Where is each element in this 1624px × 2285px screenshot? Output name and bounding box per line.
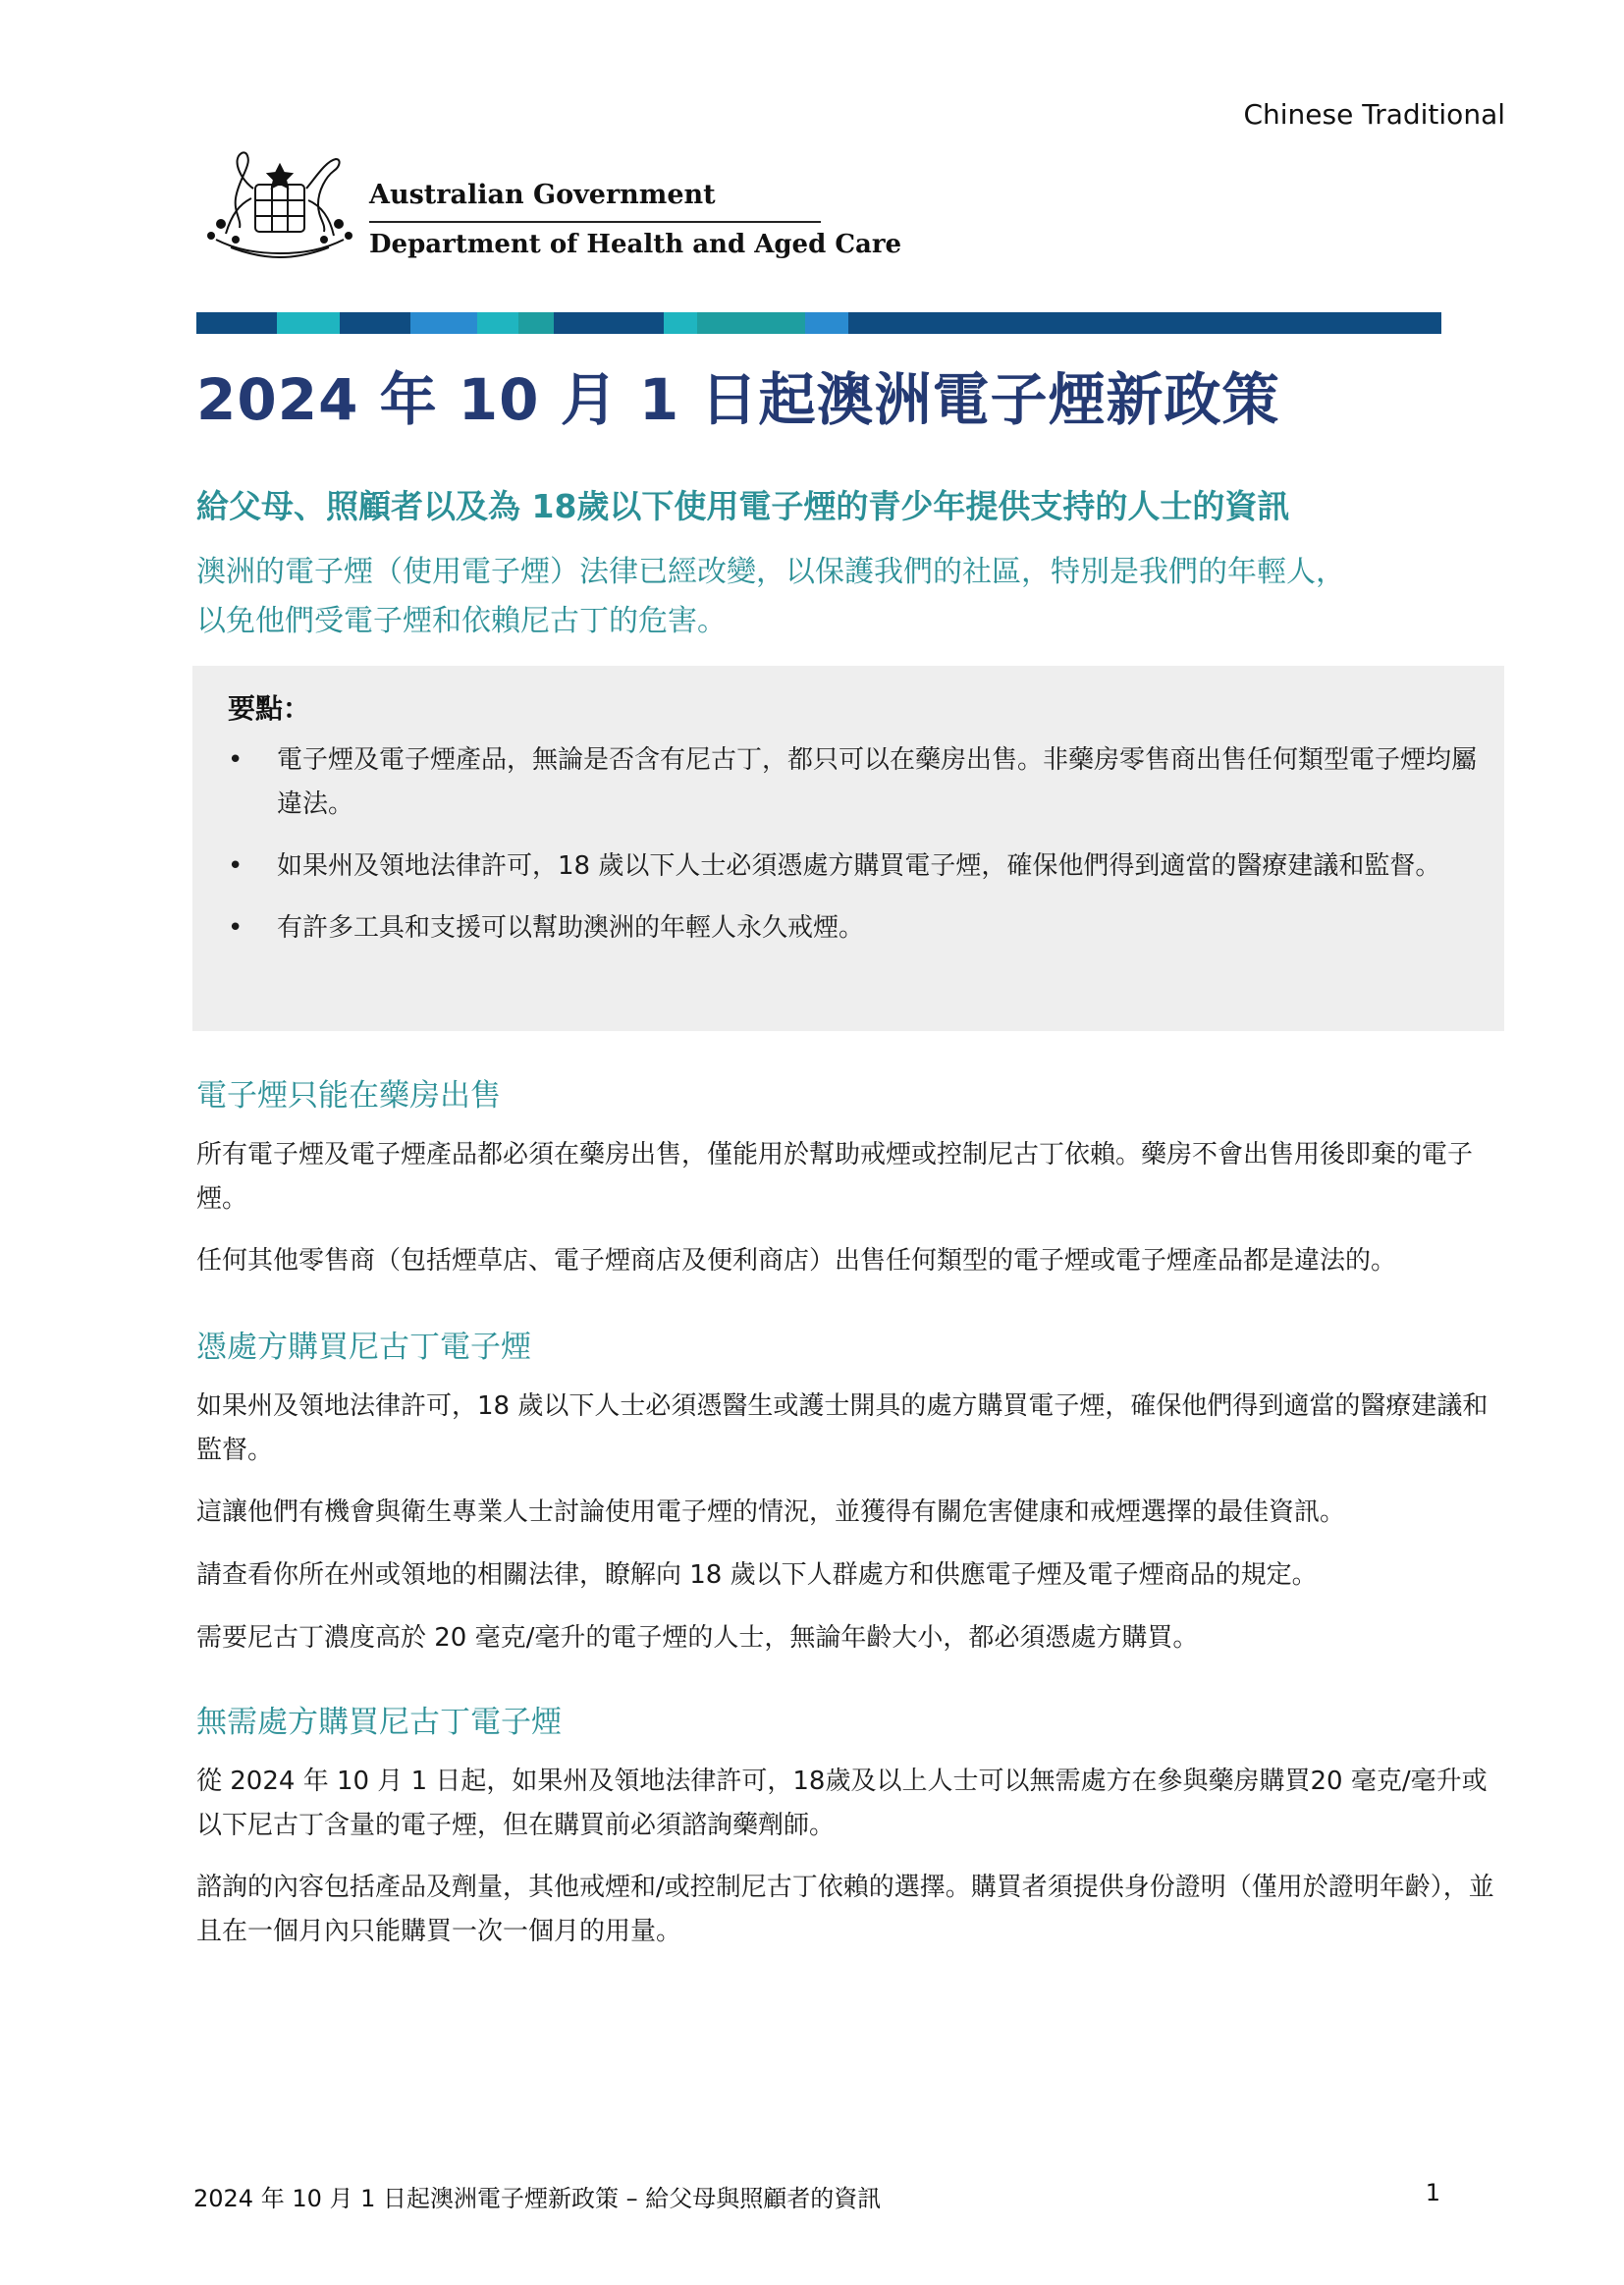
section-heading-prescription: 憑處方購買尼古丁電子煙 [196, 1330, 531, 1365]
key-points-title: 要點： [228, 692, 311, 725]
intro-line-2: 以免他們受電子煙和依賴尼古丁的危害。 [196, 604, 727, 638]
intro-line-1: 澳洲的電子煙（使用電子煙）法律已經改變，以保護我們的社區，特別是我們的年輕人， [196, 555, 1345, 589]
government-name: Australian Government [369, 180, 716, 210]
section-paragraph: 從 2024 年 10 月 1 日起，如果州及領地法律許可，18歲及以上人士可以無需處方在參與藥房購買20 毫克/毫升或以下尼古丁含量的電子煙，但在購買前必須諮詢藥劑師。 [196, 1767, 1488, 1840]
section-paragraph: 如果州及領地法律許可，18 歲以下人士必須憑醫生或護士開具的處方購買電子煙，確保他們得到適當的醫療建議和監督。 [196, 1391, 1489, 1465]
page-number: 1 [1425, 2179, 1440, 2206]
section-paragraph: 請查看你所在州或領地的相關法律，瞭解向 18 歲以下人群處方和供應電子煙及電子煙商品的規定。 [196, 1560, 1318, 1590]
language-label: Chinese Traditional [1243, 98, 1505, 131]
section-paragraph: 所有電子煙及電子煙產品都必須在藥房出售，僅能用於幫助戒煙或控制尼古丁依賴。藥房不會出售用後即棄的電子煙。 [196, 1140, 1474, 1214]
key-points-list [228, 738, 1485, 968]
section-heading-no-prescription: 無需處方購買尼古丁電子煙 [196, 1705, 562, 1740]
coat-of-arms-icon [196, 145, 363, 268]
footer-text: 2024 年 10 月 1 日起澳洲電子煙新政策 – 給父母與照顧者的資訊 [193, 2185, 882, 2212]
header-color-stripe [196, 312, 1441, 334]
page-subtitle: 給父母、照顧者以及為 18歲以下使用電子煙的青少年提供支持的人士的資訊 [196, 487, 1290, 525]
intro-text [196, 548, 1424, 646]
page-title: 2024 年 10 月 1 日起澳洲電子煙新政策 [196, 366, 1280, 433]
section-paragraph: 諮詢的內容包括產品及劑量，其他戒煙和/或控制尼古丁依賴的選擇。購買者須提供身份證明（僅用於證明年齡），並且在一個月內只能購買一次一個月的用量。 [196, 1873, 1494, 1946]
section-heading-pharmacy: 電子煙只能在藥房出售 [196, 1078, 501, 1114]
list-item: • 電子煙及電子煙產品，無論是否含有尼古丁，都只可以在藥房出售。非藥房零售商出售任何類型電子煙均屬違法。 [228, 738, 1485, 827]
section-paragraph: 這讓他們有機會與衛生專業人士討論使用電子煙的情況，並獲得有關危害健康和戒煙選擇的最佳資訊。 [196, 1497, 1346, 1527]
department-name: Department of Health and Aged Care [369, 230, 902, 259]
list-item: • 有許多工具和支援可以幫助澳洲的年輕人永久戒煙。 [228, 906, 1485, 951]
list-item: • 如果州及領地法律許可，18 歲以下人士必須憑處方購買電子煙，確保他們得到適當的醫療建議和監督。 [228, 844, 1485, 889]
section-paragraph: 需要尼古丁濃度高於 20 毫克/毫升的電子煙的人士，無論年齡大小，都必須憑處方購買。 [196, 1623, 1199, 1653]
government-divider [369, 221, 821, 223]
section-paragraph: 任何其他零售商（包括煙草店、電子煙商店及便利商店）出售任何類型的電子煙或電子煙產品都是違法的。 [196, 1246, 1397, 1276]
